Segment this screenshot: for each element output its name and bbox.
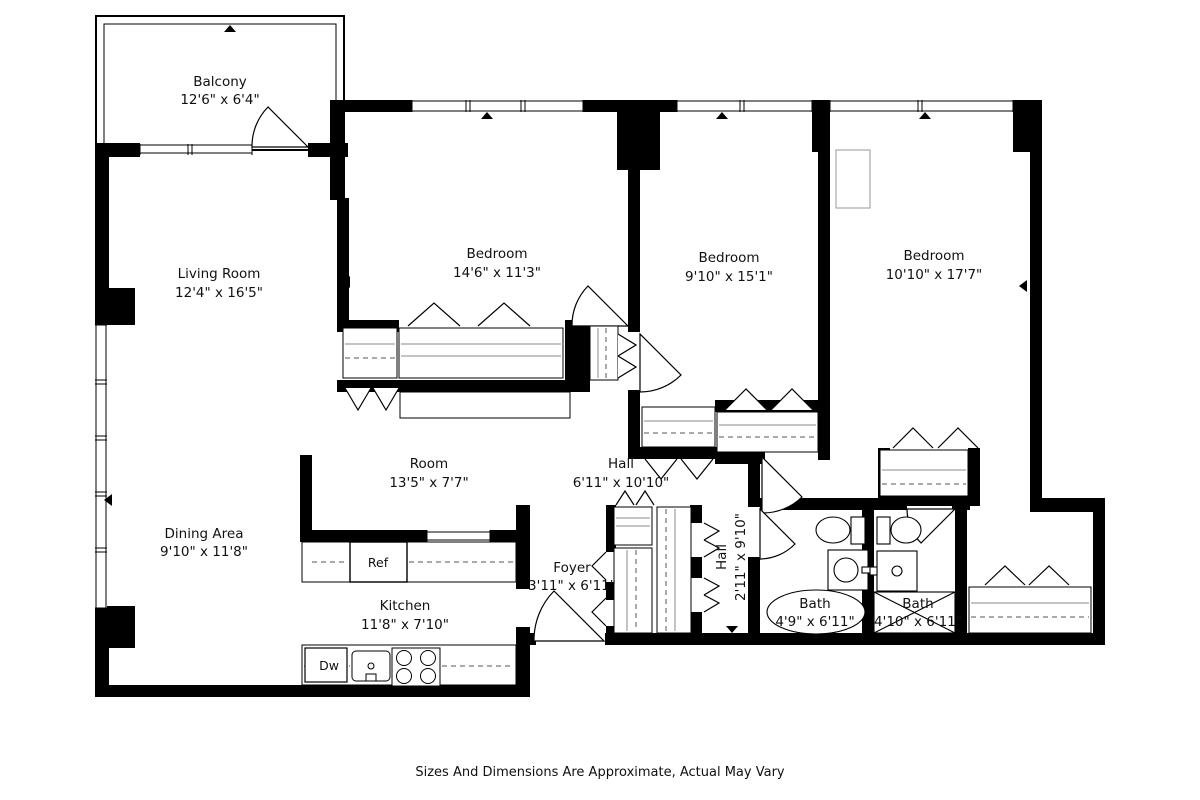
- room-dims: 13'5" x 7'7": [389, 475, 469, 491]
- built-in-counter: [400, 392, 570, 418]
- dining-area-label: Dining Area: [164, 526, 244, 542]
- bath1-door-arc: [760, 509, 795, 559]
- refrigerator-label: Ref: [367, 555, 389, 570]
- window: [95, 325, 107, 608]
- dishwasher-label: Dw: [319, 658, 339, 673]
- bedroom2-door-arc: [640, 334, 681, 392]
- living-room-dims: 12'4" x 16'5": [175, 285, 263, 301]
- room-label: Room: [409, 456, 449, 472]
- window: [830, 100, 1013, 112]
- toilet-icon: [877, 517, 921, 544]
- dining-area-dims: 9'10" x 11'8": [160, 544, 248, 560]
- bath2-dims: 4'10" x 6'11": [874, 614, 962, 630]
- bath2-label: Bath: [902, 596, 934, 612]
- stove-icon: [392, 648, 440, 686]
- pass-through-window: [427, 530, 490, 542]
- hall2-dims: 2'11" x 9'10": [733, 513, 749, 601]
- bedroom2-label: Bedroom: [698, 250, 760, 266]
- balcony-label: Balcony: [193, 74, 247, 90]
- hall-dims: 6'11" x 10'10": [572, 475, 670, 491]
- closet-box: [590, 326, 618, 380]
- window: [412, 100, 583, 112]
- bathroom-sink-icon: [828, 550, 871, 590]
- closet-box: [969, 587, 1091, 633]
- closet-box: [343, 328, 397, 378]
- closet-box: [880, 450, 968, 496]
- toilet-icon: [816, 517, 865, 544]
- hall-label: Hall: [608, 456, 634, 472]
- window: [677, 100, 812, 112]
- bedroom1-door-arc: [572, 286, 628, 326]
- bedroom1-label: Bedroom: [466, 246, 528, 262]
- bath1-dims: 4'9" x 6'11": [775, 614, 855, 630]
- bedroom2-dims: 9'10" x 15'1": [685, 269, 773, 285]
- window: [140, 144, 252, 155]
- closet-box: [642, 407, 715, 447]
- utility-column: [836, 150, 870, 208]
- closet-box: [399, 328, 563, 378]
- bedroom3-dims: 10'10" x 17'7": [885, 267, 983, 283]
- kitchen-sink-icon: [352, 651, 390, 681]
- kitchen-dims: 11'8" x 7'10": [361, 617, 449, 633]
- bath1-label: Bath: [799, 596, 831, 612]
- kitchen-label: Kitchen: [379, 598, 431, 614]
- hall2-rotated-labels: [714, 513, 749, 601]
- closet-box: [717, 412, 818, 452]
- living-room-label: Living Room: [177, 266, 261, 282]
- disclaimer-text: Sizes And Dimensions Are Approximate, Actual May Vary: [415, 765, 785, 780]
- closet-box: [657, 507, 691, 633]
- bedroom1-dims: 14'6" x 11'3": [453, 265, 541, 281]
- bedroom3-label: Bedroom: [903, 248, 965, 264]
- hall2-label: Hall: [714, 544, 730, 570]
- closet-box: [614, 548, 652, 633]
- bathroom-sink-icon: [870, 551, 917, 591]
- balcony-dims: 12'6" x 6'4": [180, 92, 260, 108]
- balcony-door-arc: [252, 107, 308, 147]
- entry-door-arc: [534, 591, 604, 641]
- foyer-dims: 3'11" x 6'11": [528, 578, 616, 594]
- foyer-label: Foyer: [553, 560, 591, 576]
